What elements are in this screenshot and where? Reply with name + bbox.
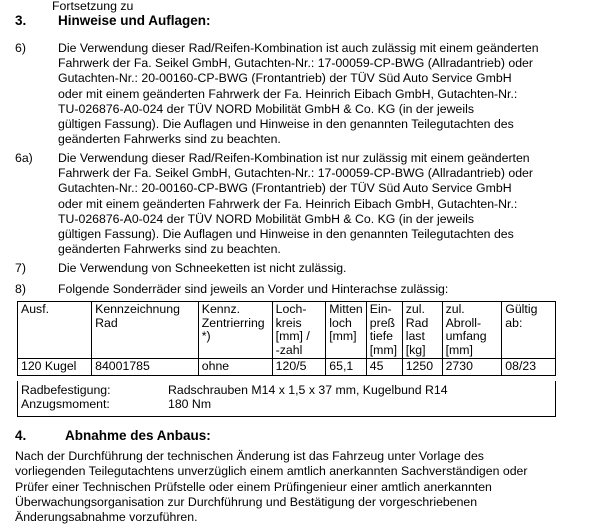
fixing-labels — [21, 384, 111, 411]
item-text-6 — [58, 41, 575, 147]
text-line: Die Verwendung von Schneeketten ist nicht zulässig. — [58, 261, 347, 275]
item-text-6a — [58, 151, 575, 257]
table-cell: 1250 — [402, 359, 442, 376]
header-cell: Ausf. — [18, 302, 92, 359]
header-cell: Loch- kreis [mm] / -zahl — [272, 302, 326, 359]
table-header-row — [18, 302, 556, 359]
text-line: vorliegenden Teilegutachtens unverzüglich einem amtlich anerkannten Sachverständigen oder — [15, 464, 528, 479]
table-cell: 45 — [366, 359, 402, 376]
table-row — [18, 359, 556, 376]
header-cell: Ein- preß tiefe [mm] — [366, 302, 402, 359]
text-line: geänderten Fahrwerks sind zu beachten. — [58, 132, 281, 147]
text-line: Folgende Sonderräder sind jeweils an Vorder und Hinterachse zulässig: — [58, 282, 449, 296]
header-cell: zul. Rad last [kg] — [402, 302, 442, 359]
text-line: gültigen Fassung). Die Auflagen und Hinweise in den genannten Teilegutachten des — [58, 227, 514, 242]
torque-value: 180 Nm — [168, 396, 212, 411]
text-line: Die Verwendung dieser Rad/Reifen-Kombination ist nur zulässig mit einem geänderten — [58, 151, 530, 165]
item-number: 6) — [15, 41, 26, 55]
fixing-value: Radschrauben M14 x 1,5 x 37 mm, Kugelbund R14 — [168, 383, 448, 397]
header-cell: Kennz. Zentrierring *) — [198, 302, 272, 359]
text-line: Die Verwendung dieser Rad/Reifen-Kombination ist auch zulässig mit einem geänderten — [58, 41, 539, 55]
item-number: 6a) — [15, 151, 33, 165]
acceptance-paragraph — [15, 449, 555, 525]
text-line: Gutachten-Nr.: 20-00160-CP-BWG (Frontantrieb) der TÜV Süd Auto Service GmbH — [58, 71, 512, 86]
torque-label: Anzugsmoment: — [21, 396, 110, 411]
section-title: Abnahme des Anbaus: — [65, 428, 211, 443]
header-cell: Kennzeichnung Rad — [92, 302, 199, 359]
text-line: gültigen Fassung). Die Auflagen und Hinweise in den genannten Teilegutachten des — [58, 117, 514, 132]
item-number: 8) — [15, 282, 26, 296]
table-cell: 120/5 — [272, 359, 326, 376]
text-line: TU-026876-A0-024 der TÜV NORD Mobilität GmbH & Co. KG (in der jeweils — [58, 211, 474, 226]
table-cell: 2730 — [442, 359, 502, 376]
text-line: Nach der Durchführung der technischen Änderung ist das Fahrzeug unter Vorlage des — [15, 449, 484, 463]
fixing-label: Radbefestigung: — [21, 383, 111, 397]
table-cell: ohne — [198, 359, 272, 376]
section-number: 4. — [15, 428, 27, 443]
text-line: Änderungsabnahme vorzuführen. — [15, 510, 198, 525]
item-text-8 — [58, 282, 575, 297]
text-line: Überwachungsorganisation zur Durchführung und Bestätigung der vorgeschriebenen — [15, 494, 478, 509]
text-line: TU-026876-A0-024 der TÜV NORD Mobilität GmbH & Co. KG (in der jeweils — [58, 101, 474, 116]
text-line: Fahrwerk der Fa. Seikel GmbH, Gutachten-Nr.: 17-00059-CP-BWG (Allradantrieb) oder — [58, 56, 533, 71]
table-cell: 08/23 — [502, 359, 556, 376]
item-text-7 — [58, 261, 575, 276]
wheel-fixing-box — [17, 381, 556, 417]
continuation-note: Fortsetzung zu — [52, 0, 134, 13]
text-line: geänderten Fahrwerks sind zu beachten. — [58, 242, 281, 257]
header-cell: Gültig ab: — [502, 302, 556, 359]
text-line: Gutachten-Nr.: 20-00160-CP-BWG (Frontantrieb) der TÜV Süd Auto Service GmbH — [58, 181, 512, 196]
header-cell: zul. Abroll- umfang [mm] — [442, 302, 502, 359]
section-number: 3. — [15, 13, 27, 28]
text-line: Fahrwerk der Fa. Seikel GmbH, Gutachten-Nr.: 17-00059-CP-BWG (Allradantrieb) oder — [58, 166, 533, 181]
text-line: oder mit einem geänderten Fahrwerk der Fa. Heinrich Eibach GmbH, Gutachten-Nr.: — [58, 196, 518, 211]
item-number: 7) — [15, 261, 26, 275]
table-cell: 84001785 — [92, 359, 199, 376]
section-title: Hinweise und Auflagen: — [58, 13, 211, 28]
header-cell: Mitten loch [mm] — [326, 302, 367, 359]
fixing-values — [168, 384, 448, 411]
table-cell: 120 Kugel — [18, 359, 92, 376]
text-line: Prüfer einer Technischen Prüfstelle oder einem Prüfingenieur einer amtlich anerkannten — [15, 479, 492, 494]
wheel-spec-table — [17, 301, 556, 376]
text-line: oder mit einem geänderten Fahrwerk der Fa. Heinrich Eibach GmbH, Gutachten-Nr.: — [58, 86, 518, 101]
table-cell: 65,1 — [326, 359, 367, 376]
